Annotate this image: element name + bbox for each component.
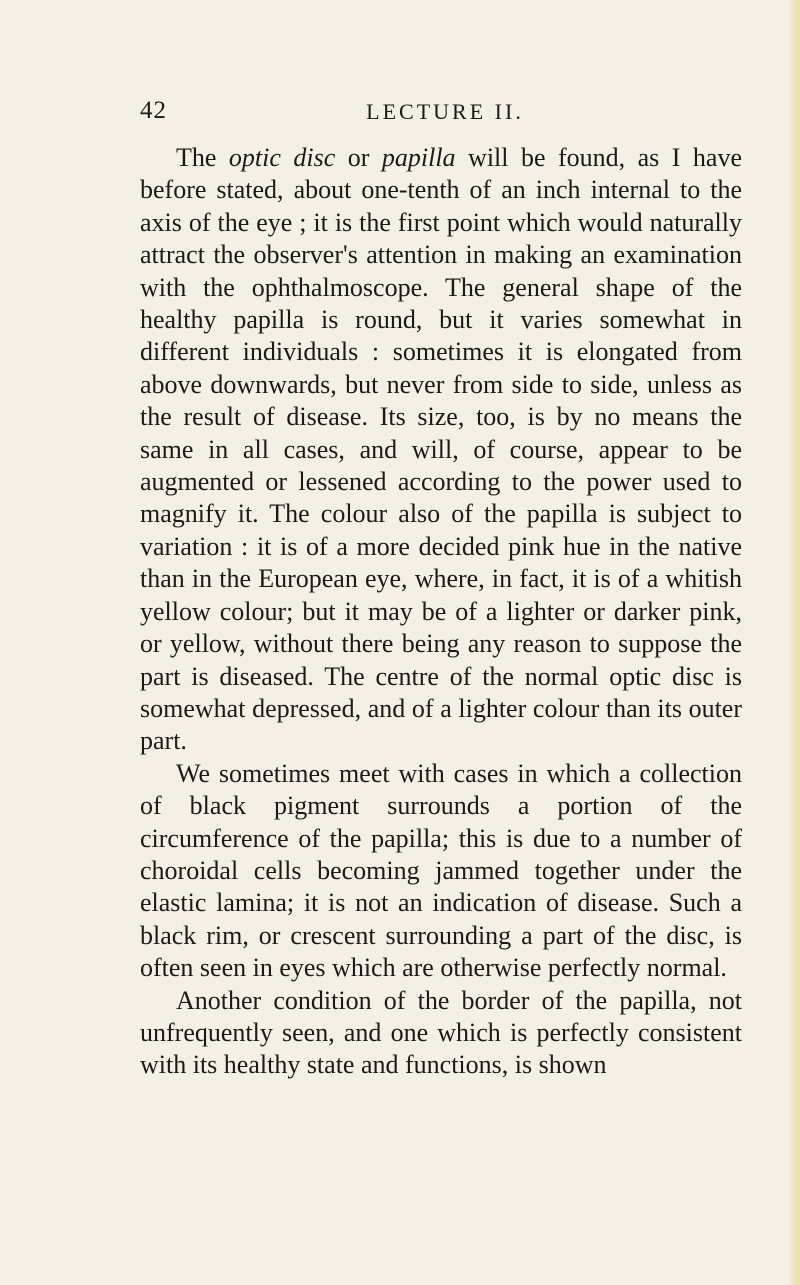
paragraph-border: Another condition of the border of the papilla, not unfrequently seen, and one which is perfectly consistent with its healthy state and functions, is shown	[140, 985, 742, 1080]
term-papilla: papilla	[381, 143, 456, 172]
paragraph-connector: or	[335, 143, 382, 172]
paragraph-optic-disc	[140, 142, 742, 758]
paragraph-lead: The	[176, 143, 229, 172]
page-edge	[788, 0, 800, 1285]
running-head: LECTURE II.	[366, 99, 524, 124]
page-header	[140, 97, 742, 133]
term-optic-disc: optic disc	[228, 143, 336, 172]
body-text	[140, 142, 742, 1082]
paragraph-rest: will be found, as I have before stated, about one-tenth of an inch internal to the axis of the eye ; it is the first point which would naturally attract the observer's attention in making an examination with the ophthalmoscope. The general shape of the healthy papilla is round, but it varies somewhat in different individuals : sometimes it is elongated from above downwards, but never from side to side, unless as the result of disease. Its size, too, is by no means the same in all cases, and will, of course, appear to be augmented or lessened according to the power used to magnify it. The colour also of the papilla is subject to variation : it is of a more decided pink hue in the native than in the European eye, where, in fact, it is of a whitish yellow colour; but it may be of a lighter or darker pink, or yellow, without there being any reason to suppose the part is diseased. The centre of the normal optic disc is somewhat depressed, and of a lighter colour than its outer part.	[140, 143, 742, 756]
page-number: 42	[140, 97, 167, 124]
paragraph-pigment: We sometimes meet with cases in which a collection of black pigment surrounds a portion of the circumference of the papilla; this is due to a number of choroidal cells becoming jammed together under the elastic lamina; it is not an indication of disease. Such a black rim, or crescent surrounding a part of the disc, is often seen in eyes which are otherwise perfectly normal.	[140, 758, 742, 983]
